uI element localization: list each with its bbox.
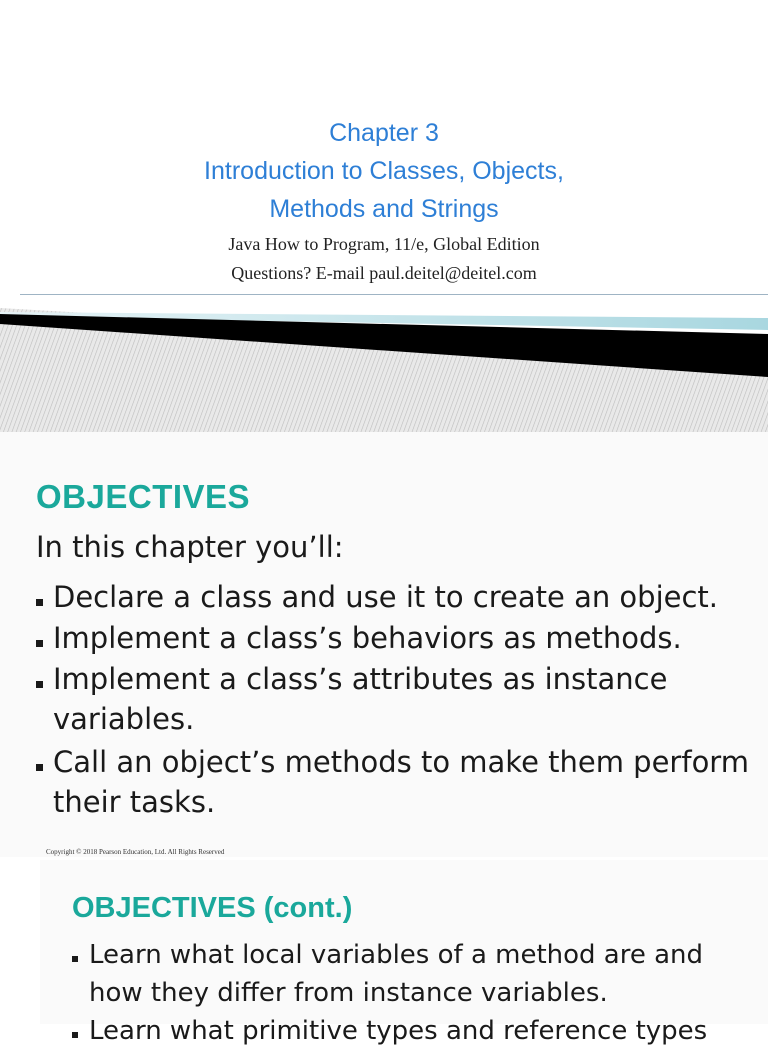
title-slide bbox=[0, 0, 768, 432]
objective-item bbox=[72, 1012, 762, 1050]
bullet-icon bbox=[36, 640, 43, 647]
objective-item bbox=[36, 577, 756, 617]
objective-item bbox=[36, 618, 756, 658]
book-subtitle: Java How to Program, 11/e, Global Edition bbox=[228, 234, 540, 254]
objective-text: Learn what local variables of a method are and how they differ from instance variables. bbox=[89, 940, 704, 1008]
objective-text: Implement a class’s attributes as instance variables. bbox=[53, 662, 668, 736]
objectives-cont-slide bbox=[40, 860, 768, 1046]
bullet-icon bbox=[36, 681, 43, 688]
divider-line bbox=[20, 294, 768, 295]
objective-item bbox=[72, 936, 762, 1012]
decorative-band bbox=[0, 300, 768, 432]
objectives-cont-heading: OBJECTIVES (cont.) bbox=[72, 892, 353, 924]
objectives-heading: OBJECTIVES bbox=[36, 478, 251, 515]
bullet-icon bbox=[36, 764, 43, 771]
bullet-icon bbox=[72, 1032, 78, 1038]
objectives-intro: In this chapter you’ll: bbox=[36, 530, 344, 564]
objectives-slide bbox=[0, 432, 768, 857]
copyright-notice: Copyright © 2018 Pearson Education, Ltd. All Rights Reserved bbox=[46, 848, 225, 856]
objective-item bbox=[36, 742, 756, 822]
objective-text: Implement a class’s behaviors as methods. bbox=[53, 621, 682, 655]
chapter-number: Chapter 3 bbox=[329, 119, 439, 147]
bullet-icon bbox=[72, 956, 78, 962]
chapter-title-line-1: Introduction to Classes, Objects, bbox=[204, 157, 564, 185]
contact-line: Questions? E-mail paul.deitel@deitel.com bbox=[231, 263, 537, 283]
objective-text: Declare a class and use it to create an object. bbox=[53, 580, 719, 614]
chapter-title-line-2: Methods and Strings bbox=[269, 195, 499, 223]
objective-text: Call an object’s methods to make them perform their tasks. bbox=[53, 745, 749, 819]
bullet-icon bbox=[36, 599, 43, 606]
objective-item bbox=[36, 659, 756, 739]
objective-text: Learn what primitive types and reference types bbox=[89, 1016, 708, 1046]
